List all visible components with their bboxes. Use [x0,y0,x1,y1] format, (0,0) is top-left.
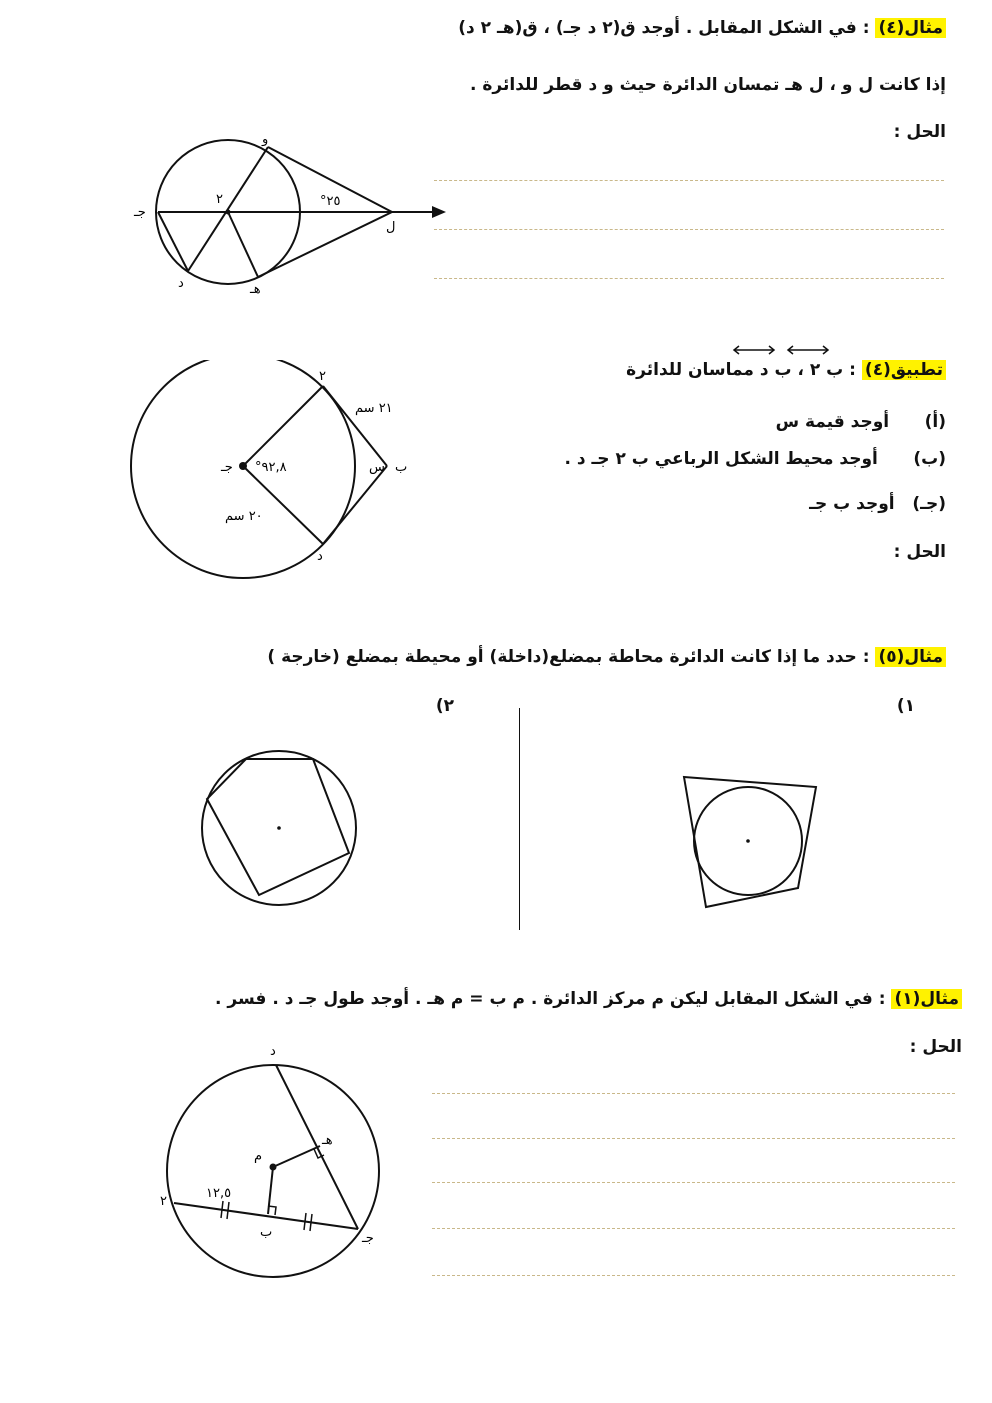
label-b: ب [260,1225,273,1240]
application-4-statement: : ب ٢ ، ب د مماسان للدائرة [626,360,856,380]
label-d: د [270,1044,276,1059]
example-1-tag: مثال(١) [891,989,962,1009]
application-4-solution-label: الحل : [893,542,946,562]
label-j: جـ [134,205,146,220]
answer-line [432,1275,955,1276]
item-text: أوجد ب جـ [809,494,895,514]
example-1-title [215,987,962,1011]
label-j: جـ [221,460,233,475]
example-1-question: : في الشكل المقابل ليكن م مركز الدائرة . م ب = م هـ . أوجد طول جـ د . فسر . [215,989,886,1009]
example-4-title [458,16,946,40]
length-label: ٢١ سم [355,401,393,416]
application-4-figure [125,360,415,590]
example-1-figure [150,1040,420,1280]
item-label: (جـ) [912,494,946,514]
label-a: ٢ [160,1194,167,1209]
answer-line [432,1182,955,1183]
label-s: س [369,460,385,475]
example-5-tag: مثال(٥) [875,647,946,667]
inscribed-circle-figure [675,770,825,915]
item-text: أوجد محيط الشكل الرباعي ب ٢ جـ د . [564,449,878,469]
application-4-item-b [564,447,946,471]
angle-label: °٢٥ [320,194,341,209]
figure-1-label: ١) [896,696,915,716]
label-w: و [262,132,269,147]
divider [519,708,520,930]
angle-label: °٩٢,٨ [255,460,287,475]
item-text: أوجد قيمة س [775,412,890,432]
answer-line [434,229,944,230]
item-label: (ب) [913,449,946,469]
example-4-figure [120,125,460,300]
length-label: ٢٠ سم [225,509,263,524]
application-4-item-a [776,410,946,434]
answer-line [432,1228,955,1229]
example-4-question: في الشكل المقابل . أوجد ق(٢ د جـ) ، ق(هـ ٢ د) [458,18,857,38]
example-4-tag: مثال(٤) [875,18,946,38]
example-5-question: : حدد ما إذا كانت الدائرة محاطة بمضلع(داخلة) أو محيطة بمضلع (خارجة ) [267,647,870,667]
answer-line [432,1138,955,1139]
label-d: د [317,549,323,564]
length-label: ١٢,٥ [206,1186,232,1201]
label-a: ٢ [216,192,223,207]
example-5-title [267,645,946,669]
application-4-tag: تطبيق(٤) [862,360,946,380]
label-j: جـ [362,1231,374,1246]
label-l: ل [386,220,396,235]
label-d: د [178,276,184,291]
item-label: (أ) [924,412,946,432]
label-a: ٢ [319,369,326,384]
label-m: م [254,1149,263,1164]
figure-2-label: ٢) [435,696,454,716]
application-4-item-c [809,492,946,516]
example-1-solution-label: الحل : [909,1037,962,1057]
answer-line [434,278,944,279]
example-4-condition: إذا كانت ل و ، ل هـ تمسان الدائرة حيث و د قطر للدائرة . [470,75,946,95]
label-b: ب [395,460,408,475]
answer-line [432,1093,955,1094]
example-4-solution-label: الحل : [893,122,946,142]
label-h: هـ [250,282,261,297]
tangent-arrows [730,342,840,358]
label-h: هـ [322,1133,333,1148]
example-4-separator: : [862,18,870,38]
answer-line [434,180,944,181]
application-4-title [626,358,946,382]
circumscribed-circle-figure [195,745,370,915]
